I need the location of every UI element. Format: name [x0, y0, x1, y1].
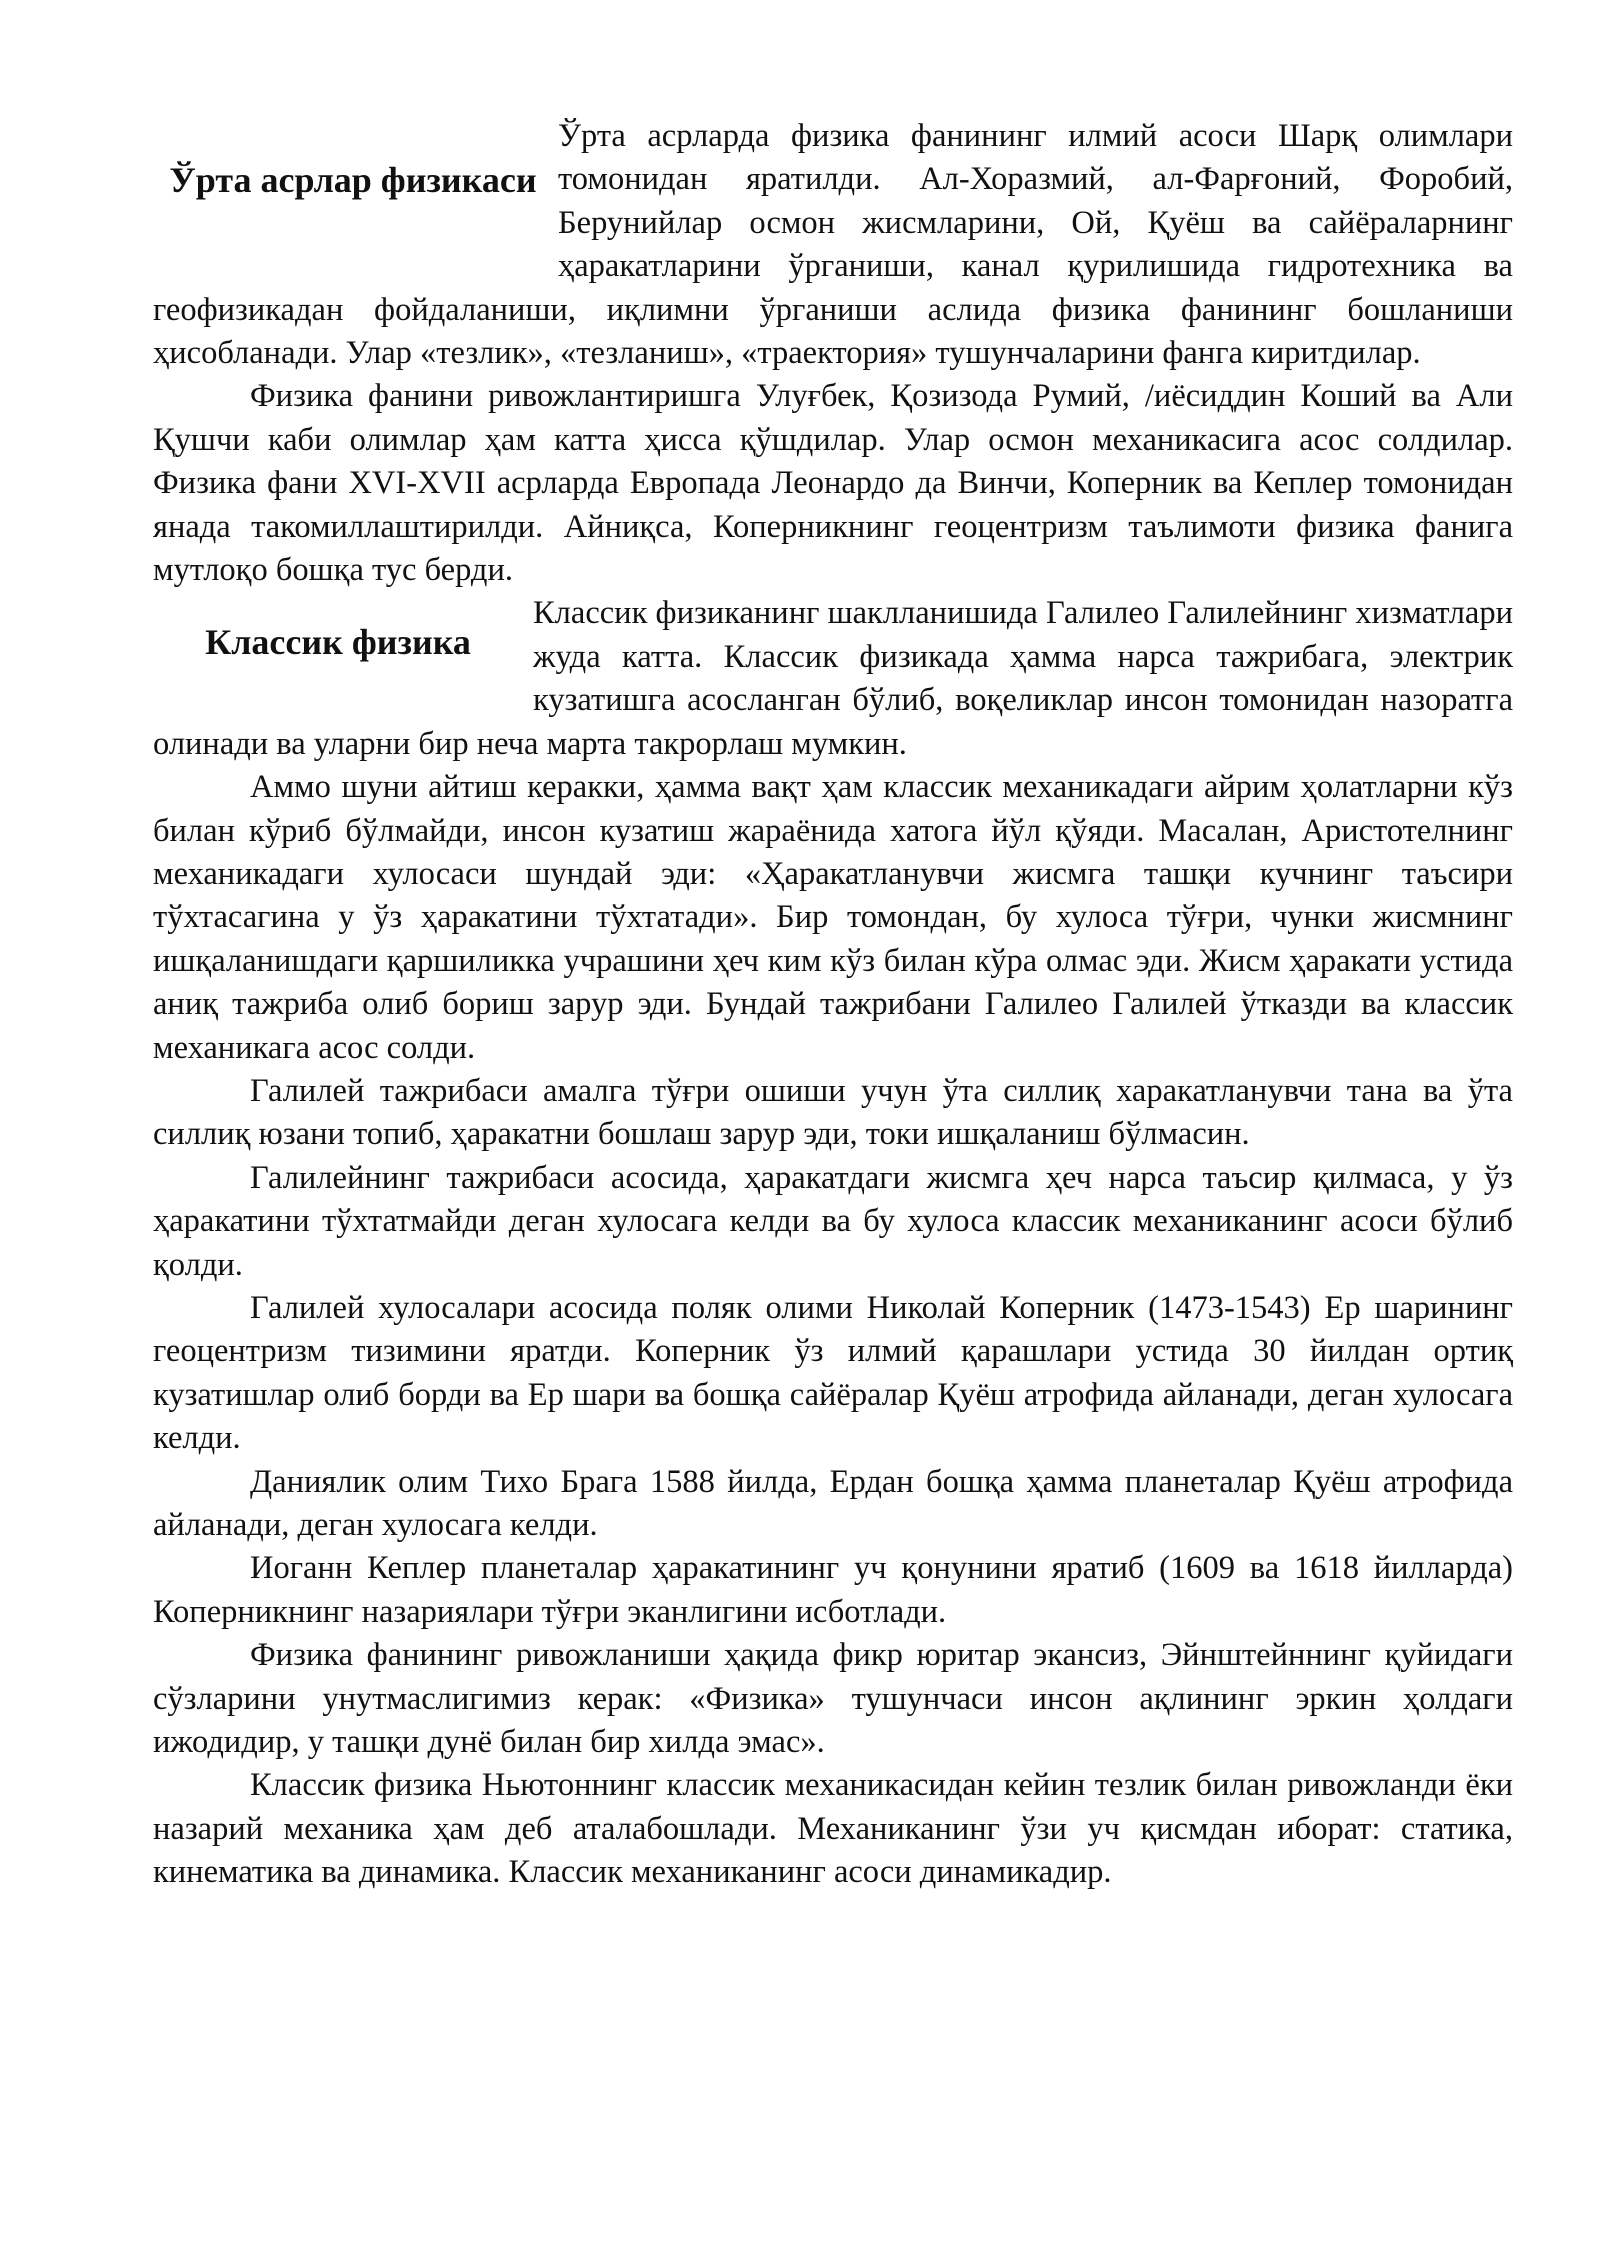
section-heading-medieval-physics: Ўрта асрлар физикаси [169, 160, 537, 200]
paragraph: Галилей хулосалари асосида поляк олими Николай Коперник (1473-1543) Ер шарининг геоцентризм тизимини яратди. Коперник ўз илмий қарашлари устида 30 йилдан ортиқ кузатишлар олиб борди ва Ер шари ва бошқа сайёралар Қуёш атрофида айланади, деган хулосага келди. [153, 1289, 1513, 1457]
paragraph: Физика фанини ривожлантиришга Улуғбек, Қозизода Румий, /иёсиддин Коший ва Али Қушчи каби олимлар ҳам катта ҳисса қўшдилар. Улар осмон механикасига асос солдилар. Физика фани XVI-XVII асрларда Европада Леонардо да Винчи, Коперник ва Кеплер томонидан янада такомиллаштирилди. Айниқса, Коперникнинг геоцентризм таълимоти физика фанига мутлоқо бошқа тус берди. [153, 378, 1513, 589]
paragraph: Физика фанининг ривожланиши ҳақида фикр юритар экансиз, Эйнштейннинг қуйидаги сўзларини унутмаслигимиз керак: «Физика» тушунчаси инсон ақлининг эркин ҳолдаги ижодидир, у ташқи дунё билан бир хилда эмас». [153, 1637, 1513, 1761]
paragraph: Даниялик олим Тихо Брага 1588 йилда, Ердан бошқа ҳамма планеталар Қуёш атрофида айланади, деган хулосага келди. [153, 1463, 1513, 1543]
paragraph: Классик физиканинг шаклланишида Галилео Галилейнинг хизматлари жуда катта. Классик физикада ҳамма нарса тажрибага, электрик кузатишга асосланган бўлиб, воқеликлар инсон томонидан назоратга олинади ва уларни бир неча марта такрорлаш мумкин. [153, 595, 1513, 762]
section-heading-classical-physics: Классик физика [205, 622, 471, 663]
paragraph: Аммо шуни айтиш керакки, ҳамма вақт ҳам классик механикадаги айрим ҳолатларни кўз билан кўриб бўлмайди, инсон кузатиш жараёнида хатога йўл қўяди. Масалан, Аристотелнинг механикадаги хулосаси шундай эди: «Ҳаракатланувчи жисмга ташқи кучнинг таъсири тўхтасагина у ўз ҳаракатини тўхтатади». Бир томондан, бу хулоса тўғри, чунки жисмнинг ишқаланишдаги қаршиликка учрашини ҳеч ким кўз билан кўра олмас эди. Жисм ҳаракати устида аниқ тажриба олиб бориш зарур эди. Бундай тажрибани Галилео Галилей ўтказди ва классик механикага асос солди. [153, 769, 1513, 1066]
document-page [153, 115, 1513, 1895]
paragraph: Галилейнинг тажрибаси асосида, ҳаракатдаги жисмга ҳеч нарса таъсир қилмаса, у ўз ҳаракатини тўхтатмайди деган хулосага келди ва бу хулоса классик механиканинг асоси бўлиб қолди. [153, 1159, 1513, 1283]
paragraph: Классик физика Ньютоннинг классик механикасидан кейин тезлик билан ривожланди ёки назарий механика ҳам деб аталабошлади. Механиканинг ўзи уч қисмдан иборат: статика, кинематика ва динамика. Классик механиканинг асоси динамикадир. [153, 1767, 1513, 1891]
paragraph: Иоганн Кеплер планеталар ҳаракатининг уч қонунини яратиб (1609 ва 1618 йилларда) Коперникнинг назариялари тўғри эканлигини исботлади. [153, 1550, 1513, 1630]
paragraph: Ўрта асрларда физика фанининг илмий асоси Шарқ олимлари томонидан яратилди. Ал-Хоразмий, ал-Фарғоний, Форобий, Берунийлар осмон жисмларини, Ой, Қуёш ва сайёраларнинг ҳаракатларини ўрганиши, канал қурилишида гидротехника ва геофизикадан фойдаланиши, иқлимни ўрганиши аслида физика фанининг бошланиши ҳисобланади. Улар «тезлик», «тезланиш», «траектория» тушунчаларини фанга киритдилар. [153, 118, 1513, 372]
paragraph: Галилей тажрибаси амалга тўғри ошиши учун ўта силлиқ харакатланувчи тана ва ўта силлиқ юзани топиб, ҳаракатни бошлаш зарур эди, токи ишқаланиш бўлмасин. [153, 1072, 1513, 1153]
